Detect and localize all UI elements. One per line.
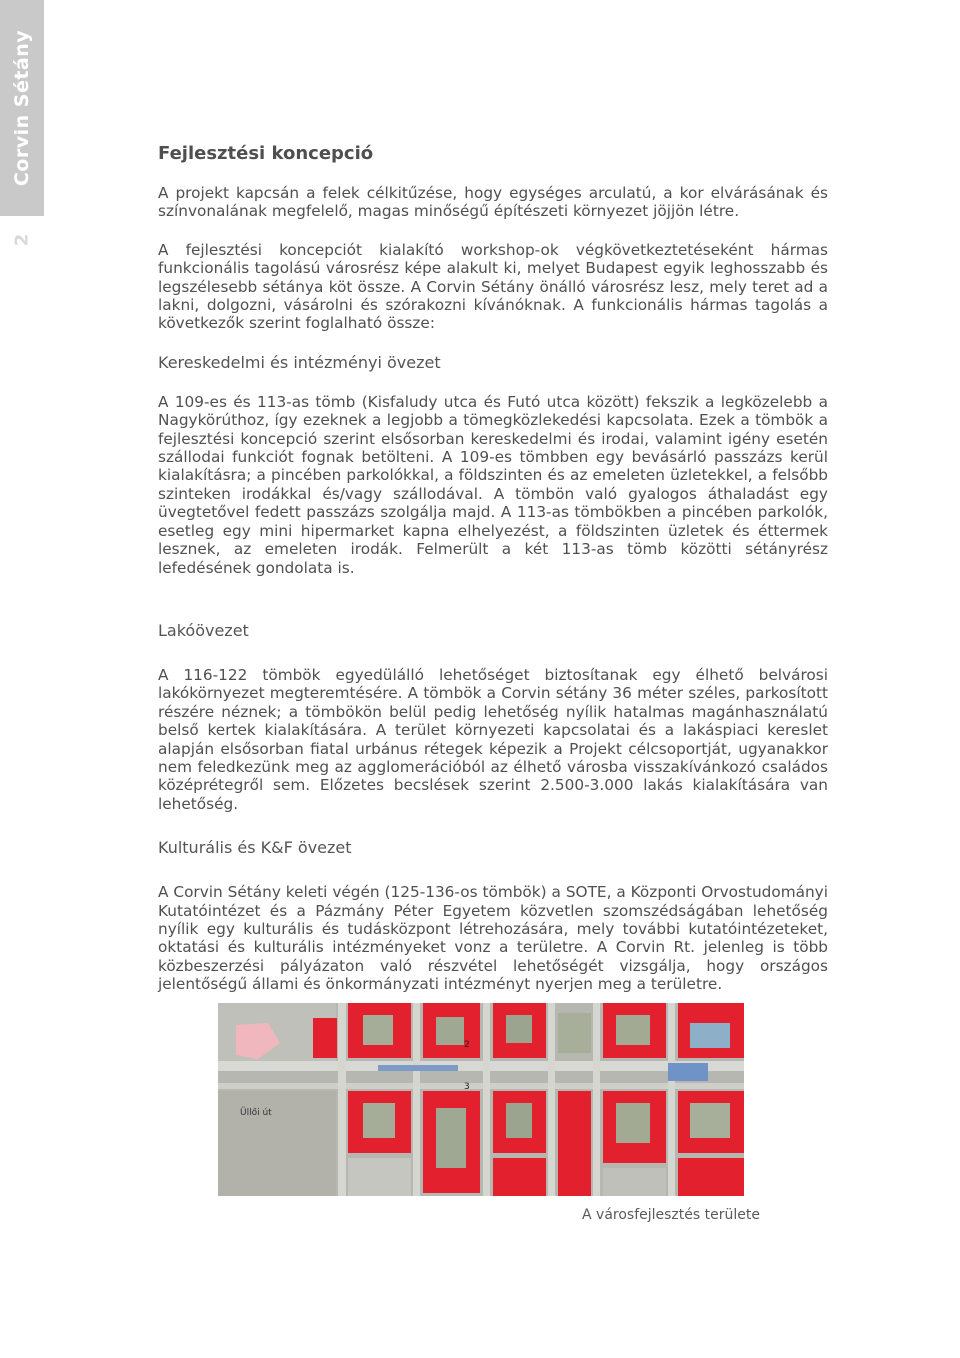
map-label-ulloi: Üllői út	[240, 1108, 272, 1118]
page-number: 2	[11, 233, 33, 247]
map-caption: A városfejlesztés területe	[582, 1207, 760, 1223]
page-title: Fejlesztési koncepció	[158, 143, 374, 164]
map-label-3: 3	[464, 1082, 470, 1092]
section-title-residential: Lakóövezet	[158, 620, 249, 640]
side-title: Corvin Sétány	[11, 29, 33, 187]
section-title-cultural: Kulturális és K&F övezet	[158, 838, 352, 858]
development-area-map	[218, 1003, 744, 1196]
map-label-2: 2	[464, 1040, 470, 1050]
section-text-residential: A 116-122 tömbök egyedülálló lehetőséget biztosítanak egy élhető belvárosi lakókörnyezet megteremtésére. A tömbök a Corvin sétány 36 méter széles, parkosított részére néznek; a tömbökön belül pedig lehetőség nyílik hatalmas magánhasználatú belső kertek kialakítására. A terület környezeti kapcsolatai és a lakáspiaci kereslet alapján elsősorban fiatal urbánus rétegek képezik a Projekt célcsoportját, ugyanakkor nem feledkezünk meg az agglomerációból az élhető városba visszakívánkozó családos középrétegről sem. Előzetes becslések szerint 2.500-3.000 lakás kialakítására van lehetőség.	[158, 665, 828, 813]
map-graphic	[218, 1003, 744, 1196]
workshop-paragraph: A fejlesztési koncepciót kialakító workshop-ok végkövetkeztetéseként hármas funkcionális tagolású városrész képe alakult ki, melyet Budapest egyik leghosszabb és legszélesebb sétánya köt össze. A Corvin Sétány önálló városrész lesz, mely teret ad a lakni, dolgozni, vásárolni és szórakozni kívánóknak. A funkcionális hármas tagolás a következők szerint foglalható össze:	[158, 240, 828, 333]
intro-paragraph: A projekt kapcsán a felek célkitűzése, hogy egységes arculatú, a kor elvárásának és színvonalának megfelelő, magas minőségű építészeti környezet jöjjön létre.	[158, 184, 828, 221]
side-tab	[0, 0, 44, 216]
main-content	[158, 143, 828, 994]
section-text-cultural: A Corvin Sétány keleti végén (125-136-os tömbök) a SOTE, a Központi Orvostudományi Kutatóintézet és a Pázmány Péter Egyetem közvetlen szomszédságában lehetőség nyílik egy kulturális és tudásközpont létrehozására, mely további kutatóintézeteket, oktatási és kulturális intézményeket vonz a területre. A Corvin Rt. jelenleg is több közbeszerzési pályázaton való részvétel lehetőségét vizsgálja, hogy országos jelentőségű állami és önkormányzati intézményt nyerjen meg a területre.	[158, 883, 828, 994]
section-title-commercial: Kereskedelmi és intézményi övezet	[158, 352, 441, 372]
section-text-commercial: A 109-es és 113-as tömb (Kisfaludy utca és Futó utca között) fekszik a legközelebb a Nagykörúthoz, így ezeknek a legjobb a tömegközlekedési kapcsolata. Ezek a tömbök a fejlesztési koncepció szerint elsősorban kereskedelmi és irodai, valamint igény esetén szállodai funkciót fognak betölteni. A 109-es tömbben egy bevásárló passzázs kerül kialakításra; a pincében parkolókkal, a földszinten és az emeleten üzletekkel, a felsőbb szinteken irodákkal és/vagy szállodával. A tömbön való gyalogos áthaladást egy üvegtetővel fedett passzázs szolgálja majd. A 113-as tömbökben a pincében parkolók, esetleg egy mini hipermarket kapna elhelyezést, a földszinten üzletek és éttermek lesznek, az emeleten irodák. Felmerült a két 113-as tömb közötti sétányrész lefedésének gondolata is.	[158, 392, 828, 577]
